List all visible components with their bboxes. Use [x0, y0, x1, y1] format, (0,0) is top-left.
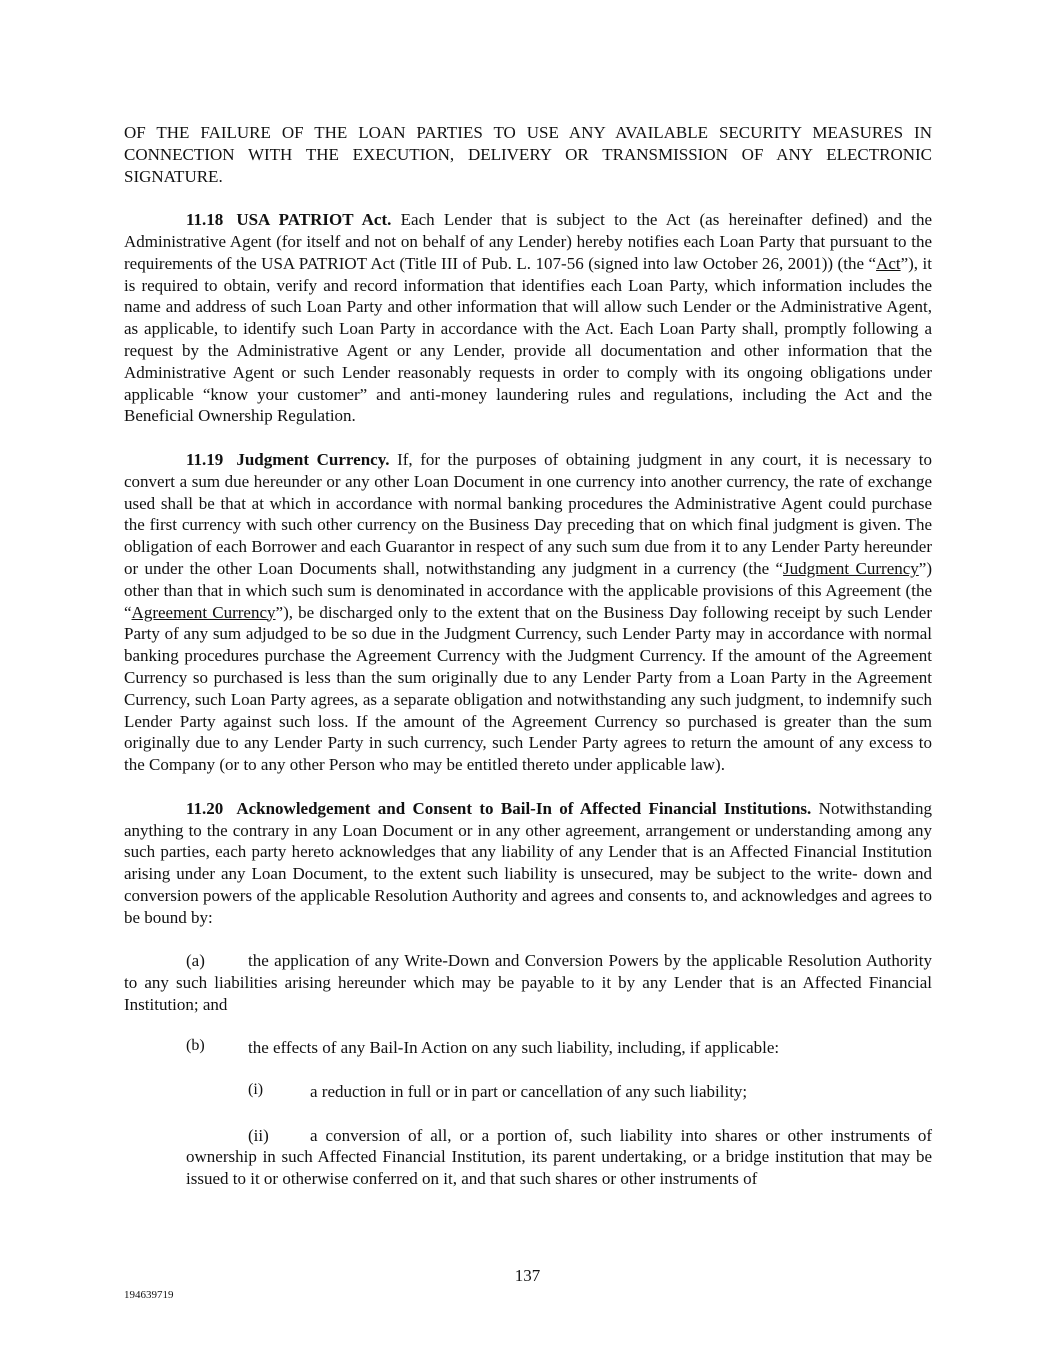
section-number: 11.19	[186, 449, 224, 469]
section-text: Each Lender that is subject to the Act (as hereinafter defined) and the Administrative Agent (for itself and not on behalf of any Lender) hereby notifies each Loan Party that pursuant to the requirements of the USA PATRIOT Act (Title III of Pub. L. 107-56 (signed into law October 26, 2001)) (the “	[124, 210, 932, 273]
section-text: If, for the purposes of obtaining judgment in any court, it is necessary to convert a sum due hereunder or any other Loan Document in one currency into another currency, the rate of exchange used shall be that at which in accordance with normal banking procedures the Administrative Agent could purchase the first currency with such other currency on the Business Day preceding that on which final judgment is given. The obligation of each Borrower and each Guarantor in respect of any such sum due from it to any Lender Party hereunder or under the other Loan Documents shall, notwithstanding any judgment in a currency (the “	[124, 449, 932, 578]
section-number: 11.20	[186, 798, 224, 818]
document-id: 194639719	[124, 1289, 174, 1301]
list-text: the effects of any Bail-In Action on any such liability, including, if applicable:	[248, 1038, 780, 1058]
defined-term-agreement-currency: Agreement Currency	[131, 602, 276, 622]
section-11-19	[124, 449, 932, 776]
list-item-i	[124, 1081, 932, 1103]
list-label: (b)	[186, 1037, 205, 1055]
list-text: a reduction in full or in part or cancellation of any such liability;	[310, 1082, 748, 1102]
list-item-a	[124, 950, 932, 1015]
section-text: ”), it is required to obtain, verify and record information that identifies each Loan Party, which information includes the name and address of such Loan Party and other information that will allow such Lender or the Administrative Agent, as applicable, to identify such Loan Party in accordance with the Act. Each Loan Party shall, promptly following a request by the Administrative Agent or any Lender, provide all documentation and other information that the Administrative Agent or such Lender reasonably requests in order to comply with its ongoing obligations under applicable “know your customer” and anti-money laundering rules and regulations, including the Act and the Beneficial Ownership Regulation.	[124, 253, 932, 426]
section-text: Notwithstanding anything to the contrary in any Loan Document or in any other agreement, arrangement or understanding among any such parties, each party hereto acknowledges that any liability of any Lender that is an Affected Financial Institution arising under any Loan Document, to the extent such liability is unsecured, may be subject to the write- down and conversion powers of the applicable Resolution Authority and agrees and consents to, and acknowledges and agrees to be bound by:	[124, 798, 932, 927]
defined-term-act: Act	[876, 253, 901, 273]
list-label: (ii)	[248, 1125, 269, 1145]
section-number: 11.18	[186, 210, 224, 230]
section-text: ”) other than that in which such sum is denominated in accordance with the applicable provisions of this Agreement (the “	[124, 558, 932, 622]
list-text: the application of any Write-Down and Conversion Powers by the applicable Resolution Authority to any such liabilities arising hereunder which may be payable to it by any Lender that is an Affected Financial Institution; and	[124, 951, 932, 1014]
section-text: ”), be discharged only to the extent that on the Business Day following receipt by such Lender Party of any sum adjudged to be so due in the Judgment Currency, such Lender Party may in accordance with normal banking procedures purchase the Agreement Currency with the Judgment Currency. If the amount of the Agreement Currency so purchased is less than the sum originally due to any Lender Party from a Loan Party in the Agreement Currency, such Loan Party agrees, as a separate obligation and notwithstanding any such judgment, to indemnify such Lender Party against such loss. If the amount of the Agreement Currency so purchased is greater than the sum originally due to any Lender Party in such currency, such Lender Party agrees to return the amount of any excess to the Company (or to any other Person who may be entitled thereto under applicable law).	[124, 602, 932, 775]
page-number: 137	[514, 1266, 541, 1285]
list-item-b	[124, 1037, 932, 1059]
section-11-20	[124, 798, 932, 929]
defined-term-judgment-currency: Judgment Currency	[783, 558, 919, 578]
section-title: Acknowledgement and Consent to Bail-In of Affected Financial Institutions.	[236, 798, 812, 818]
section-title: USA PATRIOT Act.	[236, 210, 392, 230]
list-item-ii	[124, 1125, 932, 1190]
section-11-18	[124, 209, 932, 427]
list-label: (i)	[248, 1081, 264, 1099]
list-label: (a)	[186, 951, 205, 971]
intro-paragraph: OF THE FAILURE OF THE LOAN PARTIES TO USE ANY AVAILABLE SECURITY MEASURES IN CONNECTION WITH THE EXECUTION, DELIVERY OR TRANSMISSION OF ANY ELECTRONIC SIGNATURE.	[124, 123, 932, 186]
document-body	[124, 122, 932, 1190]
list-text: a conversion of all, or a portion of, such liability into shares or other instruments of ownership in such Affected Financial Institution, its parent undertaking, or a bridge institution that may be issued to it or otherwise conferred on it, and that such shares or other instruments of	[186, 1125, 932, 1189]
section-title: Judgment Currency.	[236, 449, 390, 469]
